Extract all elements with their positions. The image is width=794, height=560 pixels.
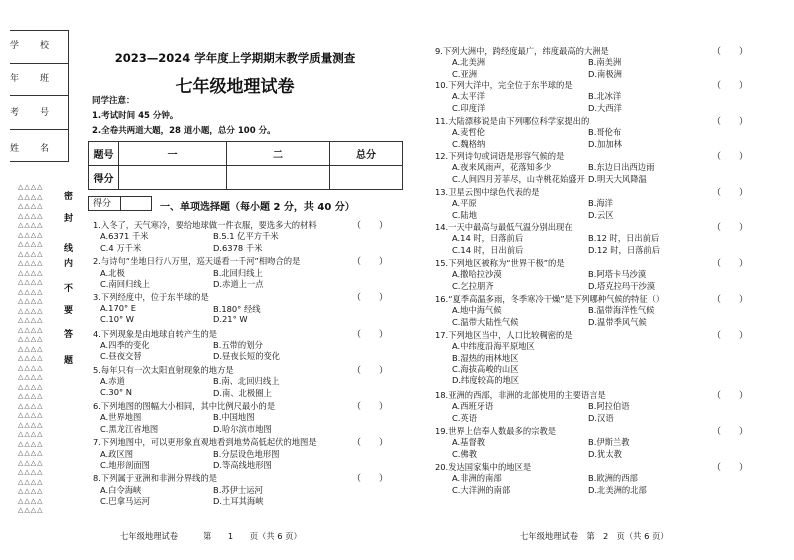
question-stem: 7.下列地图中，可以更形象直观地看到地势高低起伏的地图是: [93, 437, 317, 448]
name-label: 姓 名: [10, 144, 56, 154]
score-table-header: 总分: [330, 142, 403, 166]
answer-option: B.苏伊士运河: [213, 484, 263, 495]
section-score-cell: [120, 196, 153, 211]
question-stem: 12.下列诗句或词语是形容气候的是: [435, 151, 565, 161]
answer-option: C.人间四月芳菲尽，山寺桃花始盛开: [452, 173, 585, 184]
answer-option: B.哥伦布: [588, 127, 622, 138]
seal-triangle-column: △△△△ △△△△ △△△△ △△△△ △△△△ △△△△ △△△△ △△△△ △△△△ △△△△ △△△△ △△△△ △△△△ △△△△ △△△△ △△△△ △△△△ △△△△ △△△△ △△△△ △△△△ △△△△ △△△△ △△△△ △△△△ △△△△ △△△△ △△△△ △△△△ △△△△ △△△△ △△△△ △△△△ △△△△ △△△△: [18, 183, 44, 514]
answer-option: C.亚洲: [452, 68, 478, 79]
score-table-row-label: 得分: [89, 166, 119, 190]
score-table-header: 二: [227, 142, 330, 166]
answer-option: B.湿热的雨林地区: [452, 352, 519, 363]
info-divider: [10, 63, 68, 64]
answer-parentheses[interactable]: （ ）: [712, 331, 749, 341]
answer-option: C.4 万千米: [100, 242, 142, 253]
answer-option: C.黑龙江省地图: [100, 423, 159, 434]
answer-option: A.赤道: [100, 376, 125, 387]
answer-option: A.西班牙语: [452, 401, 494, 412]
answer-option: C.海拔高峻的山区: [452, 363, 519, 374]
answer-option: A.地中海气候: [452, 305, 502, 316]
exam-header-title: 2023—2024 学年度上学期期末教学质量测查: [114, 51, 356, 65]
answer-parentheses[interactable]: （ ）: [712, 188, 749, 198]
info-divider: [10, 129, 68, 130]
answer-option: B.180° 经线: [213, 303, 261, 314]
answer-option: C.30° N: [100, 386, 132, 397]
answer-option: C.南回归线上: [100, 279, 150, 289]
answer-option: D.6378 千米: [213, 242, 263, 253]
class-label: 年 班: [10, 74, 56, 84]
answer-option: A.世界地图: [100, 412, 142, 423]
answer-option: B.中国地图: [213, 412, 255, 423]
answer-parentheses[interactable]: （ ）: [712, 223, 749, 233]
seal-char: 题: [64, 356, 74, 366]
question-stem: 8.下列属于亚洲和非洲分界线的是: [93, 473, 218, 484]
answer-option: D.21° W: [213, 314, 248, 325]
answer-option: C.10° W: [100, 314, 134, 325]
score-cell: [119, 166, 227, 190]
answer-parentheses[interactable]: （ ）: [352, 257, 389, 268]
answer-option: B.五带的划分: [213, 340, 263, 350]
answer-option: D.塔克拉玛干沙漠: [588, 280, 656, 291]
answer-parentheses[interactable]: （ ）: [712, 259, 749, 269]
answer-option: A.太平洋: [452, 91, 486, 102]
answer-option: B.北冰洋: [588, 91, 622, 102]
answer-option: D.北美洲的北部: [588, 484, 647, 495]
page-footer-left: 七年级地理试卷 第 1 页（共 6 页）: [120, 531, 302, 541]
answer-option: A.北极: [100, 267, 125, 278]
answer-parentheses[interactable]: （ ）: [712, 81, 749, 91]
answer-option: A.6371 千米: [100, 231, 149, 242]
exam-notes: [92, 94, 392, 139]
seal-char: 答: [64, 330, 74, 340]
answer-parentheses[interactable]: （ ）: [352, 402, 389, 412]
answer-option: C.英语: [452, 412, 478, 423]
answer-option: C.佛教: [452, 448, 478, 459]
section-title: 一、单项选择题（每小题 2 分，共 40 分）: [160, 202, 355, 213]
exam-subject-title: 七年级地理试卷: [175, 77, 295, 97]
question-stem: 16.“夏季高温多雨，冬季寒冷干燥”是下列哪种气候的特征（）: [435, 294, 665, 304]
note-item: 2.全卷共两道大题，28 道小题，总分 100 分。: [92, 126, 276, 136]
answer-option: C.昼夜交替: [100, 351, 142, 362]
student-info-box: [10, 30, 69, 162]
question-stem: 6.下列地图的图幅大小相同，其中比例尺最小的是: [93, 401, 276, 411]
page-footer-right: 七年级地理试卷 第 2 页（共 6 页）: [520, 531, 669, 541]
info-divider: [10, 95, 68, 96]
answer-option: A.14 时，日落前后: [452, 233, 524, 244]
answer-option: B.5.1 亿平方千米: [213, 231, 279, 242]
question-stem: 10.下列大洋中，完全位于东半球的是: [435, 80, 573, 90]
answer-option: B.北回归线上: [213, 267, 263, 278]
school-label: 学 校: [10, 41, 56, 51]
binding-strip: [0, 0, 74, 560]
answer-option: A.白令海峡: [100, 484, 142, 495]
answer-parentheses[interactable]: （ ）: [352, 293, 389, 304]
answer-option: A.基督教: [452, 437, 486, 448]
answer-option: C.陆地: [452, 209, 478, 220]
note-item: 1.考试时间 45 分钟。: [92, 111, 179, 121]
question-stem: 17.下列地区当中，人口比较稠密的是: [435, 330, 573, 340]
score-table: [88, 141, 403, 190]
seal-char: 密: [64, 192, 74, 202]
answer-parentheses[interactable]: （ ）: [352, 221, 389, 231]
answer-option: B.分层设色地形图: [213, 448, 280, 459]
answer-parentheses[interactable]: （ ）: [712, 47, 749, 57]
exam-number-label: 考 号: [10, 108, 56, 118]
answer-option: D.犹太教: [588, 448, 622, 459]
score-cell: [330, 166, 403, 190]
answer-option: D.南极洲: [588, 68, 622, 79]
answer-option: D.哈尔滨市地图: [213, 423, 272, 434]
answer-option: C.巴拿马运河: [100, 496, 150, 507]
answer-option: C.大洋洲的南部: [452, 484, 511, 495]
answer-option: B.南、北回归线上: [213, 376, 280, 387]
answer-parentheses[interactable]: （ ）: [352, 329, 389, 340]
answer-parentheses[interactable]: （ ）: [712, 152, 749, 162]
answer-parentheses[interactable]: （ ）: [352, 365, 389, 376]
answer-option: D.大西洋: [588, 102, 622, 113]
answer-parentheses[interactable]: （ ）: [712, 117, 749, 127]
answer-option: A.政区图: [100, 448, 134, 459]
answer-parentheses[interactable]: （ ）: [352, 474, 389, 485]
answer-option: B.欧洲的西部: [588, 473, 638, 484]
question-stem: 3.下列经度中，位于东半球的是: [93, 292, 209, 303]
answer-option: B.东边日出西边雨: [588, 162, 655, 173]
answer-option: B.温带海洋性气候: [588, 305, 655, 316]
question-stem: 11.大陆漂移说是由下列哪位科学家提出的: [435, 116, 590, 126]
question-stem: 1.入冬了，天气寒冷，要给地球做一件衣服，要选多大的材料: [93, 220, 317, 230]
question-stem: 4.下列现象是由地球自转产生的是: [93, 328, 218, 339]
question-stem: 15.下列地区被称为“世界干极”的是: [435, 258, 565, 268]
answer-option: D.温带季风气候: [588, 316, 647, 327]
notes-heading: 同学注意：: [92, 96, 135, 106]
answer-option: A.非洲的南部: [452, 473, 502, 484]
answer-option: D.土耳其海峡: [213, 496, 264, 507]
answer-option: C.地形剖面图: [100, 460, 150, 470]
answer-option: D.12 时，日落前后: [588, 244, 661, 255]
answer-option: C.印度洋: [452, 102, 486, 113]
answer-parentheses[interactable]: （ ）: [712, 427, 749, 437]
answer-option: C.温带大陆性气候: [452, 316, 519, 327]
answer-parentheses[interactable]: （ ）: [352, 438, 389, 449]
answer-option: A.夜来风雨声，花落知多少: [452, 162, 552, 173]
answer-option: C.乞拉朋齐: [452, 280, 494, 291]
answer-option: D.南、北极圈上: [213, 387, 272, 398]
answer-option: A.中纬度沿海平原地区: [452, 341, 535, 352]
answer-option: B.阿塔卡马沙漠: [588, 269, 647, 280]
question-stem: 13.卫星云图中绿色代表的是: [435, 187, 540, 197]
question-stem: 9.下列大洲中，跨经度最广，纬度最高的大洲是: [435, 46, 609, 56]
seal-char: 线: [64, 244, 74, 254]
section-score-label: 得分: [93, 199, 112, 209]
answer-option: A.170° E: [100, 302, 137, 313]
answer-parentheses[interactable]: （ ）: [712, 391, 749, 401]
answer-option: D.汉语: [588, 412, 614, 423]
answer-option: A.四季的变化: [100, 340, 150, 350]
answer-option: D.加加林: [588, 138, 622, 149]
score-table-header: 题号: [89, 142, 119, 166]
answer-option: D.明天大风降温: [588, 173, 647, 184]
question-stem: 18.亚洲的西部，非洲的北部使用的主要语言是: [435, 390, 606, 400]
answer-option: A.北美洲: [452, 57, 486, 68]
answer-parentheses[interactable]: （ ）: [712, 295, 749, 305]
answer-option: D.纬度较高的地区: [452, 375, 520, 386]
answer-option: D.昼夜长短的变化: [213, 351, 281, 362]
seal-char: 内: [64, 259, 74, 269]
score-table-header: 一: [119, 142, 227, 166]
question-stem: 2.与诗句“坐地日行八万里，巡天遥看一千河”相吻合的是: [93, 256, 301, 267]
seal-char: 封: [64, 214, 74, 224]
answer-parentheses[interactable]: （ ）: [712, 463, 749, 473]
seal-char: 要: [64, 306, 74, 316]
score-cell: [227, 166, 330, 190]
answer-option: B.南美洲: [588, 57, 622, 68]
answer-option: B.阿拉伯语: [588, 401, 630, 412]
answer-option: D.云区: [588, 209, 614, 220]
answer-option: B.伊斯兰教: [588, 437, 630, 448]
answer-option: D.等高线地形图: [213, 460, 272, 470]
answer-option: D.赤道上一点: [213, 279, 264, 289]
answer-option: C.14 时，日出前后: [452, 244, 524, 255]
answer-option: A.麦哲伦: [452, 127, 486, 138]
answer-option: B.海洋: [588, 198, 613, 209]
answer-option: C.魏格纳: [452, 138, 486, 149]
question-stem: 5.每年只有一次太阳直射现象的地方是: [93, 364, 234, 375]
seal-char: 不: [64, 284, 74, 294]
answer-option: B.12 时，日出前后: [588, 233, 660, 244]
question-stem: 14.一天中最高与最低气温分别出现在: [435, 222, 573, 232]
question-stem: 20.发达国家集中的地区是: [435, 462, 532, 472]
answer-option: A.撒哈拉沙漠: [452, 269, 502, 280]
answer-option: A.平原: [452, 198, 477, 209]
question-stem: 19.世界上信奉人数最多的宗教是: [435, 426, 557, 436]
